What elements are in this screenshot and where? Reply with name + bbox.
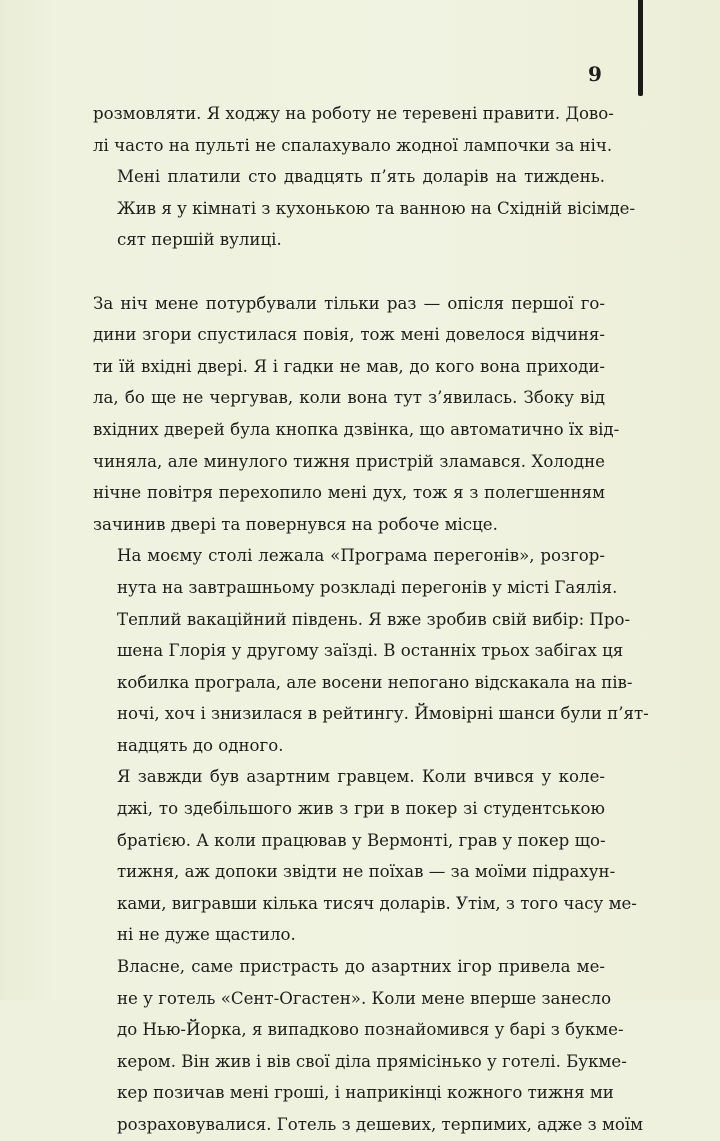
text-line: тижня, аж допоки звідти не поїхав — за моїми підрахун- [117,862,616,882]
text-line: зачинив двері та повернувся на робоче місце. [93,514,498,534]
text-line: ла, бо ще не чергував, коли вона тут з’явилась. Збоку від [93,388,605,408]
text-line: дини згори спустилася повія, тож мені довелося відчиня- [93,325,605,345]
text-line: ночі, хоч і знизилася в рейтингу. Ймовірні шанси були п’ят- [117,704,649,724]
text-line: сят першій вулиці. [117,230,282,250]
text-line: ти їй вхідні двері. Я і гадки не мав, до кого вона приходи- [93,356,605,376]
paragraph-2 [93,161,636,256]
text-line: не у готель «Сент-Огастен». Коли мене вперше занесло [117,988,612,1008]
body-text [93,98,649,1141]
paragraph-1 [93,98,614,161]
text-line: Я завжди був азартним гравцем. Коли вчився у коле- [117,767,605,787]
text-line: розраховувалися. Готель з дешевих, терпимих, адже з моїм [117,1115,644,1134]
text-line: ні не дуже щастило. [117,925,296,945]
text-line: джі, то здебільшого жив з гри в покер зі студентською [117,799,605,819]
text-line: чиняла, але минулого тижня пристрій зламався. Холодне [93,451,605,471]
paragraph-4 [93,540,649,761]
text-line: кером. Він жив і вів свої діла прямісінько у готелі. Букме- [117,1051,627,1071]
text-line: За ніч мене потурбували тільки раз — опісля першої го- [93,293,605,313]
text-line: ками, вигравши кілька тисяч доларів. Утім, з того часу ме- [117,893,637,913]
text-line: Власне, саме пристрасть до азартних ігор привела ме- [117,957,605,977]
paragraph-6 [93,951,644,1141]
text-line: Мені платили сто двадцять п’ять доларів на тиждень. [117,167,605,187]
text-line: кер позичав мені гроші, і наприкінці кожного тижня ми [117,1083,614,1103]
text-line: розмовляти. Я ходжу на роботу не теревені правити. Дово- [93,104,614,123]
text-line: нічне повітря перехопило мені дух, тож я з полегшенням [93,483,605,503]
text-line: шена Глорія у другому заїзді. В останніх трьох забігах ця [117,641,624,661]
text-line: лі часто на пульті не спалахувало жодної лампочки за ніч. [93,135,613,155]
text-line: На моєму столі лежала «Програма перегонів», розгор- [117,546,605,566]
paragraph-5 [93,761,637,951]
text-line: до Нью-Йорка, я випадково познайомився у барі з букме- [117,1020,624,1040]
text-line: братією. А коли працював у Вермонті, грав у покер що- [117,830,606,850]
text-line: Жив я у кімнаті з кухонькою та ванною на Східній вісімде- [117,198,636,218]
text-line: вхідних дверей була кнопка дзвінка, що автоматично їх від- [93,419,620,439]
page-number: 9 [588,62,602,86]
text-line: нута на завтрашньому розкладі перегонів у місті Гаялія. [117,577,618,597]
paragraph-3 [93,288,620,541]
text-line: надцять до одного. [117,735,284,755]
text-line: кобилка програла, але восени непогано відскакала на пів- [117,672,633,692]
page-edge-mark [638,0,643,96]
text-line: Теплий вакаційний південь. Я вже зробив свій вибір: Про- [117,609,631,629]
